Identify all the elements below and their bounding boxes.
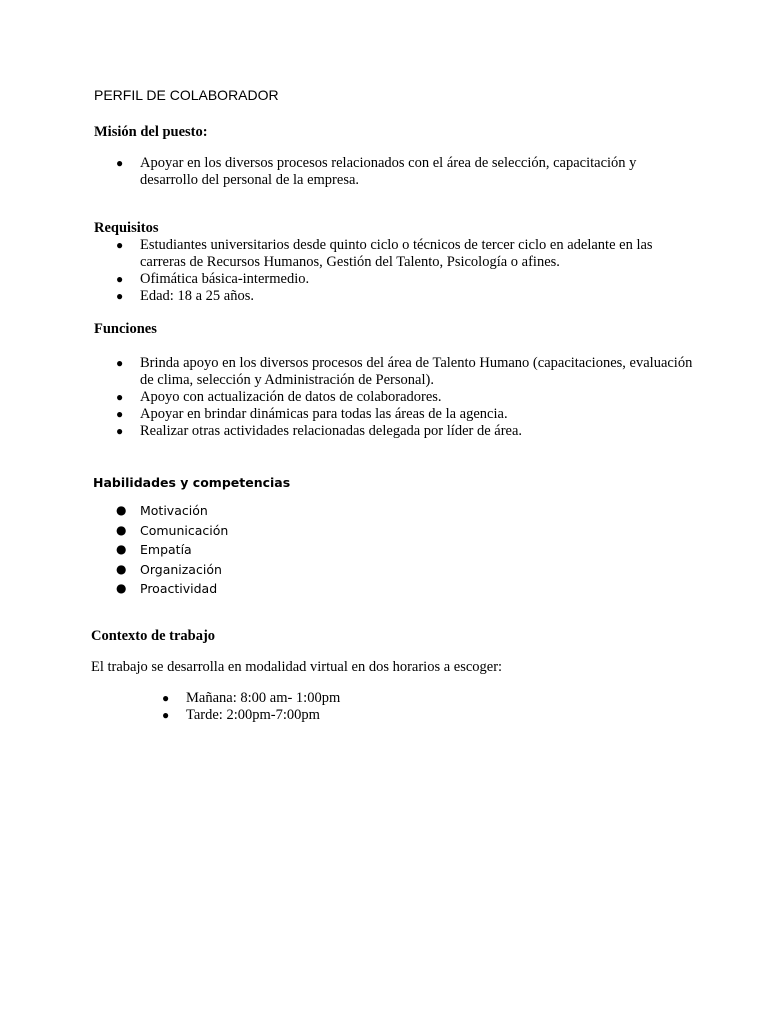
list-item (94, 560, 494, 580)
list-item-text: Estudiantes universitarios desde quinto ciclo o técnicos de tercer ciclo en adelante en las carreras de Recursos Humanos, Gestión del Talento, Psicología o afines. (140, 237, 653, 270)
list-item (94, 423, 694, 440)
mision-list (94, 155, 694, 189)
habilidades-list (94, 501, 494, 599)
bullet-icon: ● (116, 156, 124, 170)
list-item (94, 579, 494, 599)
bullet-icon: ● (116, 390, 124, 404)
contexto-text: El trabajo se desarrolla en modalidad virtual en dos horarios a escoger: (91, 659, 503, 675)
bullet-icon: ● (162, 708, 170, 722)
bullet-icon: ● (116, 407, 124, 421)
horarios-list (140, 690, 540, 724)
list-item-text: Brinda apoyo en los diversos procesos del área de Talento Humano (capacitaciones, evaluación de clima, selección y Administración de Personal). (140, 355, 693, 388)
mision-heading: Misión del puesto: (94, 124, 208, 140)
list-item-text: Apoyar en brindar dinámicas para todas las áreas de la agencia. (140, 406, 508, 422)
list-item-text: Proactividad (140, 581, 218, 596)
bullet-icon: ● (116, 581, 127, 595)
requisitos-list (94, 237, 694, 305)
list-item (94, 155, 694, 189)
funciones-list (94, 355, 694, 440)
list-item-text: Organización (140, 561, 222, 577)
bullet-icon: ● (116, 542, 127, 556)
list-item-text: Motivación (140, 503, 208, 518)
requisitos-heading: Requisitos (94, 220, 159, 236)
list-item (140, 707, 540, 724)
list-item-text: Empatía (140, 542, 192, 557)
funciones-heading: Funciones (94, 321, 157, 337)
list-item (140, 690, 540, 707)
list-item-text: Comunicación (140, 522, 229, 538)
bullet-icon: ● (162, 691, 170, 705)
list-item (94, 288, 694, 305)
list-item (94, 355, 694, 389)
list-item-text: Ofimática básica-intermedio. (140, 271, 310, 287)
bullet-icon: ● (116, 238, 124, 252)
list-item (94, 406, 694, 423)
bullet-icon: ● (116, 356, 124, 370)
list-item (94, 389, 694, 406)
list-item (94, 521, 494, 541)
list-item (94, 540, 494, 560)
list-item-text: Apoyo con actualización de datos de colaboradores. (140, 389, 442, 405)
list-item-text: Mañana: 8:00 am- 1:00pm (186, 690, 341, 706)
bullet-icon: ● (116, 503, 127, 517)
list-item-text: Realizar otras actividades relacionadas delegada por líder de área. (140, 423, 523, 439)
habilidades-heading: Habilidades y competencias (93, 475, 291, 490)
document-title: PERFIL DE COLABORADOR (94, 87, 279, 103)
bullet-icon: ● (116, 424, 124, 438)
list-item (94, 501, 494, 521)
list-item-text: Edad: 18 a 25 años. (140, 288, 254, 304)
list-item-text: Tarde: 2:00pm-7:00pm (186, 707, 320, 723)
list-item (94, 237, 694, 271)
list-item-text: Apoyar en los diversos procesos relacionados con el área de selección, capacitación y desarrollo del personal de la empresa. (140, 155, 637, 188)
bullet-icon: ● (116, 561, 127, 576)
bullet-icon: ● (116, 522, 127, 537)
list-item (94, 271, 694, 288)
bullet-icon: ● (116, 289, 124, 303)
contexto-heading: Contexto de trabajo (91, 628, 216, 644)
bullet-icon: ● (116, 272, 124, 286)
